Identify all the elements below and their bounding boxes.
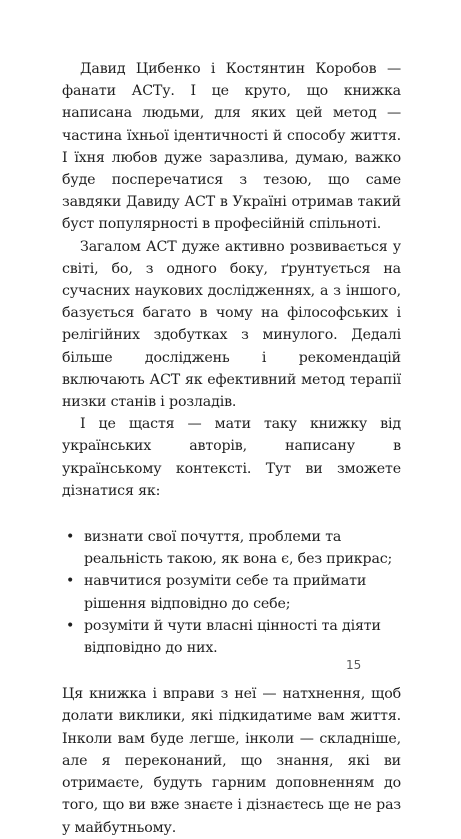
list-item	[62, 526, 401, 570]
list-item-text: визнати свої почуття, проблеми та реальність такою, як вона є, без прикрас;	[84, 529, 393, 568]
page-body	[62, 58, 401, 839]
bullet-icon: •	[66, 529, 75, 546]
list-item-text: навчитися розуміти себе та приймати рішення відповідно до себе;	[84, 573, 367, 612]
paragraph-act-development: Загалом АСТ дуже активно розвивається у світі, бо, з одного боку, ґрунтується на сучасних наукових дослідженнях, а з іншого, базується багато в чому на філософських і релігійних здобутках з минулого. Дедалі більше досліджень і рекомендацій включають АСТ як ефективний метод терапії низки станів і розладів.	[62, 238, 401, 411]
learning-list	[62, 526, 401, 659]
page-number: 15	[346, 658, 362, 672]
list-item	[62, 615, 401, 659]
paragraph-book-intro: І це щастя — мати таку книжку від українських авторів, написану в українському контексті. Тут ви зможете дізнатися як:	[62, 416, 401, 499]
paragraph-closing: Ця книжка і вправи з неї — натхнення, щоб долати виклики, які підкидатиме вам життя. Інколи вам буде легше, інколи — складніше, але я переконаний, що знання, які ви отримаєте, будуть гарним доповненням до того, що ви вже знаєте і дізнаєтесь ще не раз у майбутньому.	[62, 686, 401, 836]
bullet-icon: •	[66, 573, 75, 590]
list-item-text: розуміти й чути власні цінності та діяти відповідно до них.	[84, 617, 381, 657]
bullet-icon: •	[66, 617, 75, 634]
paragraph-authors: Давид Цибенко і Костянтин Коробов — фанати АСТу. І це круто, що книжка написана людьми, для яких цей метод — частина їхньої ідентичності й способу життя. І їхня любов дуже заразлива, думаю, важко буде посперечатися з тезою, що саме завдяки Давиду АСТ в Україні отримав такий буст популярності в професійній спільноті.	[62, 61, 401, 233]
list-item	[62, 570, 401, 614]
spacer	[62, 502, 401, 526]
